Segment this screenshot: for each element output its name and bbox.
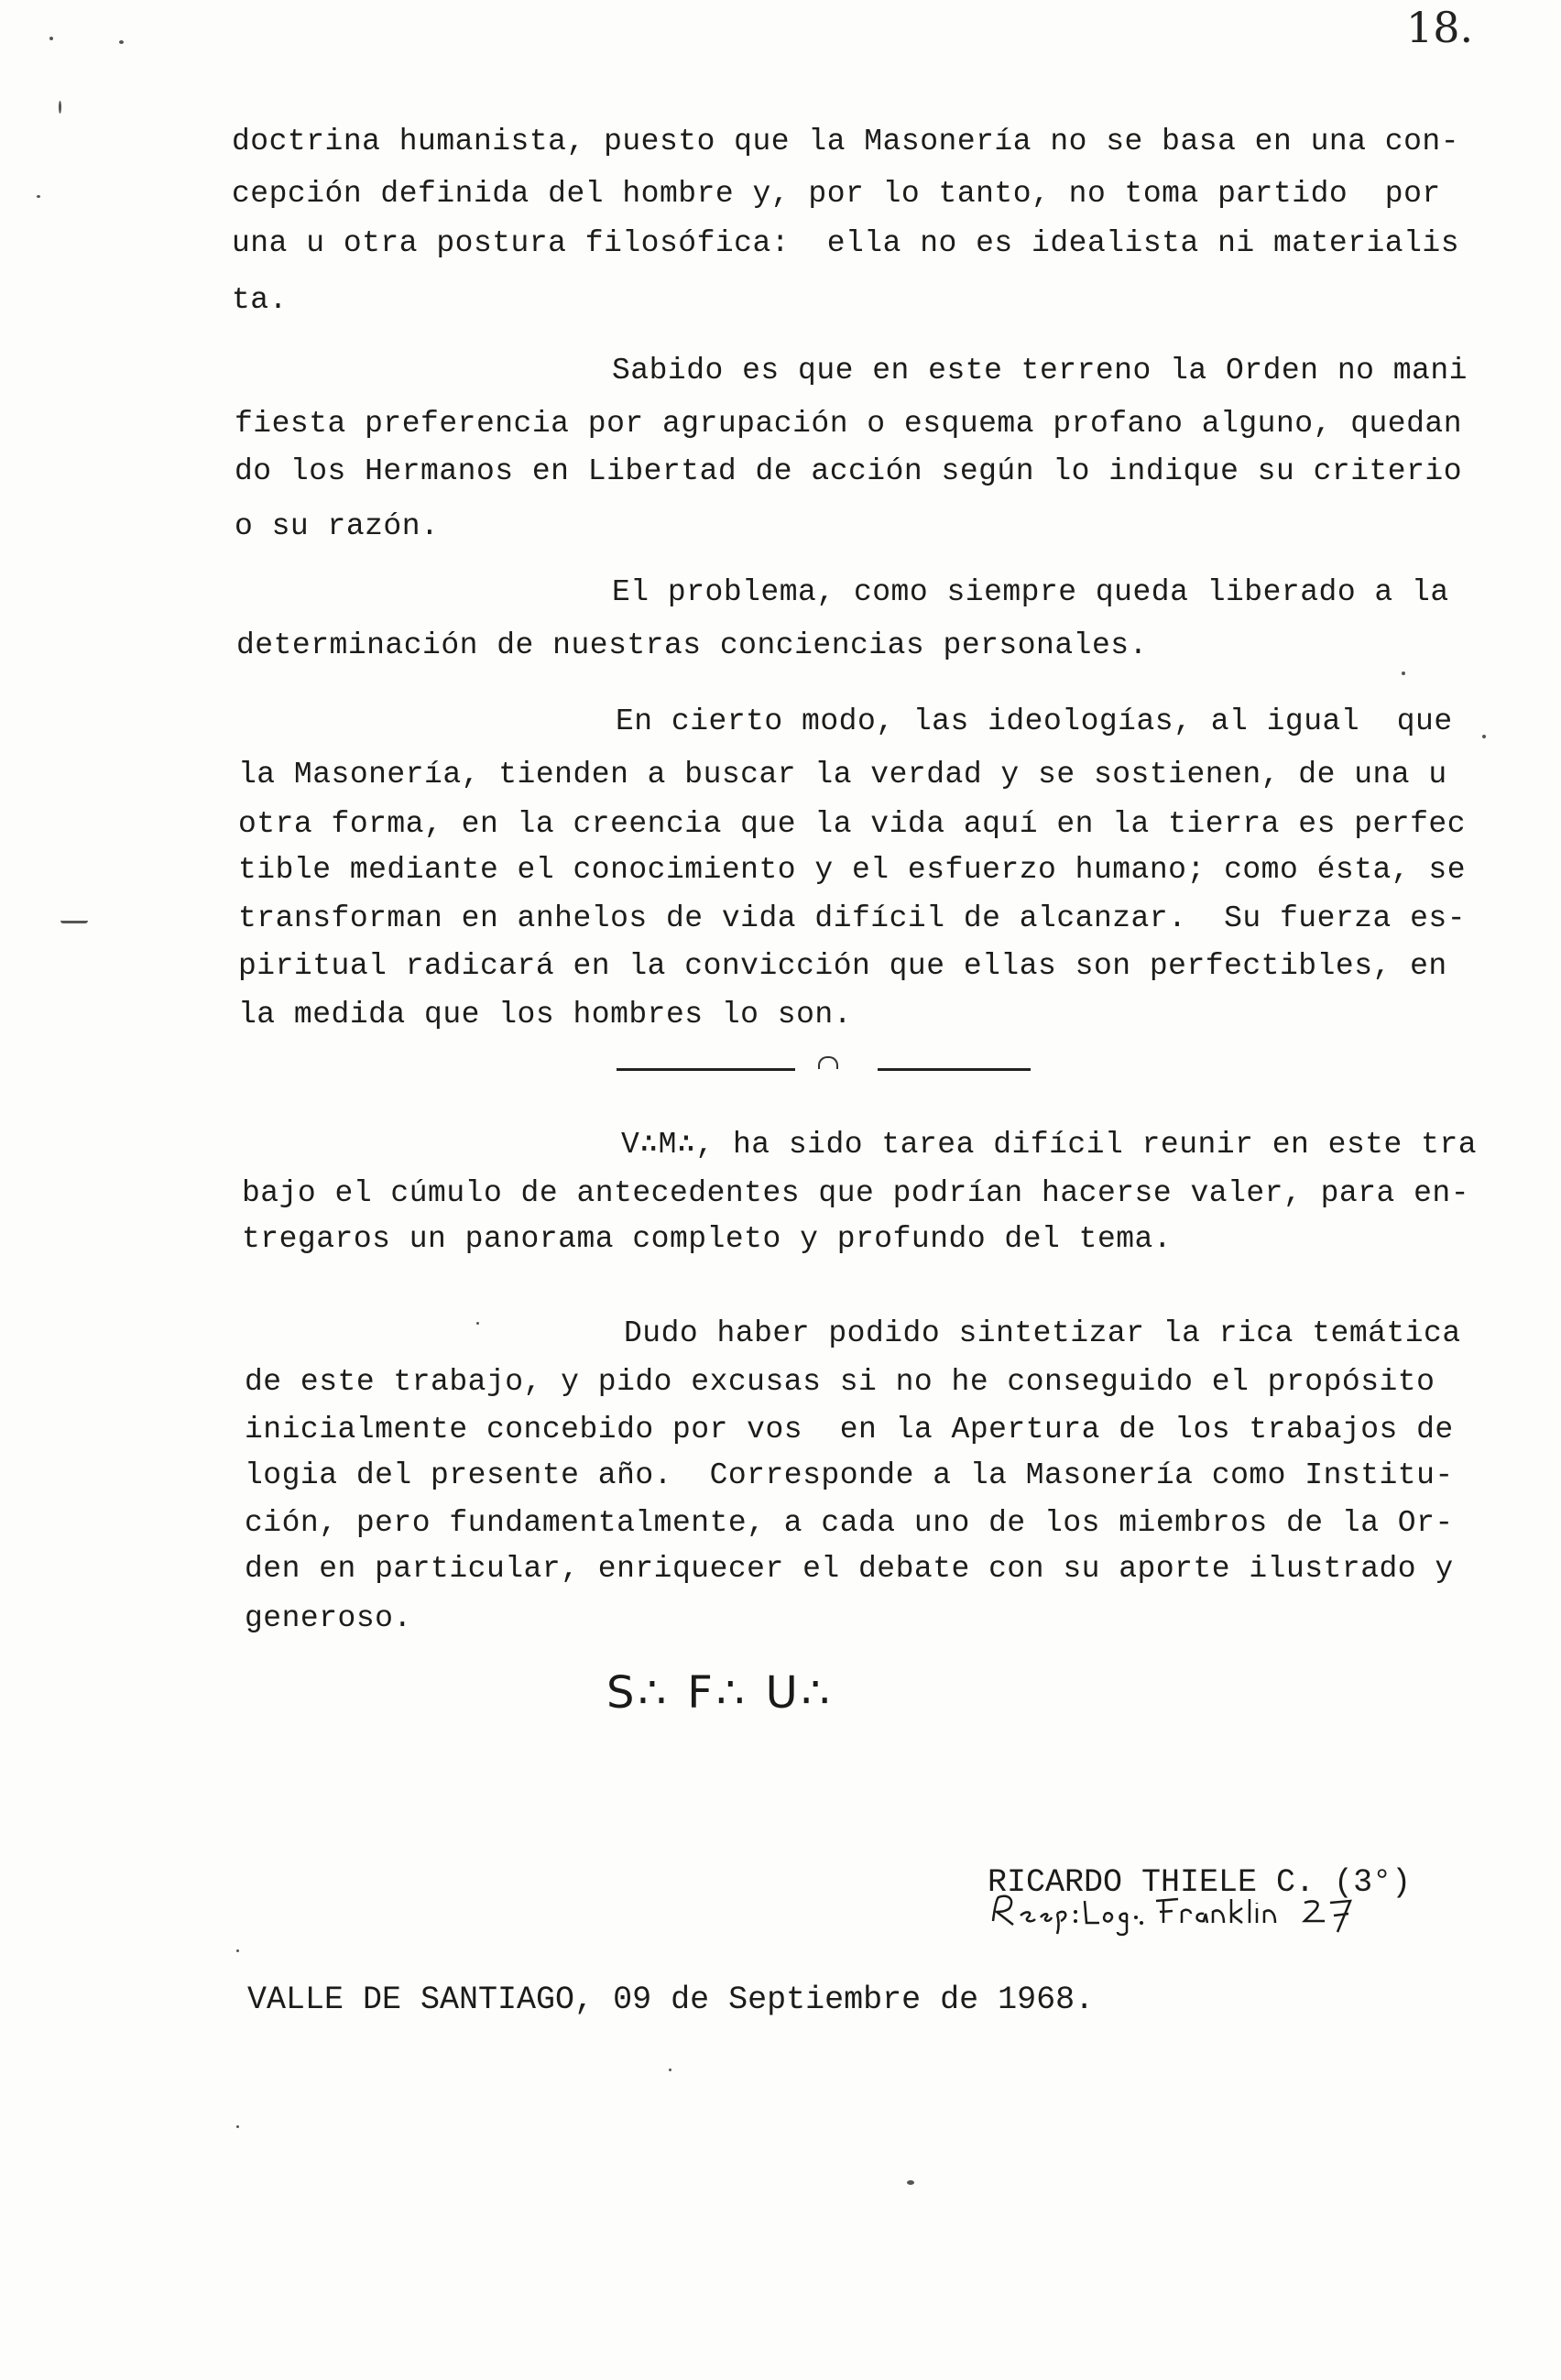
paragraph-line: inicialmente concebido por vos en la Apertura de los trabajos de xyxy=(245,1413,1454,1447)
paragraph-line: doctrina humanista, puesto que la Masonería no se basa en una con- xyxy=(232,125,1460,158)
paragraph-line: Sabido es que en este terreno la Orden no mani xyxy=(612,354,1468,388)
paragraph-line: El problema, como siempre queda liberado a la xyxy=(612,575,1449,609)
divider-ornament xyxy=(818,1056,838,1069)
paragraph-line: cepción definida del hombre y, por lo tanto, no toma partido por xyxy=(232,177,1441,211)
scan-speck xyxy=(60,921,88,923)
section-divider-left xyxy=(617,1068,795,1071)
paragraph-line: ción, pero fundamentalmente, a cada uno de los miembros de la Or- xyxy=(245,1506,1454,1540)
scan-speck xyxy=(1482,735,1486,738)
paragraph-line: logia del presente año. Corresponde a la Masonería como Institu- xyxy=(245,1458,1454,1492)
salutation: S∴ F∴ U∴ xyxy=(606,1667,834,1719)
paragraph-line: determinación de nuestras conciencias personales. xyxy=(236,628,1148,662)
paragraph-line: V∴M∴, ha sido tarea difícil reunir en este tra xyxy=(621,1128,1478,1162)
paragraph-line: piritual radicará en la convicción que ellas son perfectibles, en xyxy=(238,949,1447,983)
paragraph-line: den en particular, enriquecer el debate con su aporte ilustrado y xyxy=(245,1552,1454,1586)
scan-speck xyxy=(37,195,40,198)
scan-speck xyxy=(236,1949,239,1952)
paragraph-line: o su razón. xyxy=(235,509,440,543)
page-number: 18. xyxy=(1406,3,1474,52)
author-name: RICARDO THIELE C. (3°) xyxy=(988,1864,1412,1901)
paragraph-line: la medida que los hombres lo son. xyxy=(238,998,853,1032)
paragraph-line: bajo el cúmulo de antecedentes que podrían hacerse valer, para en- xyxy=(242,1176,1470,1210)
place-and-date: VALLE DE SANTIAGO, 09 de Septiembre de 1968. xyxy=(247,1982,1095,2018)
scan-speck xyxy=(119,40,124,44)
scan-speck xyxy=(59,101,61,114)
paragraph-line: una u otra postura filosófica: ella no es idealista ni materialis xyxy=(232,226,1460,260)
scan-speck xyxy=(669,2069,671,2071)
paragraph-line: ta. xyxy=(232,283,288,317)
paragraph-line: do los Hermanos en Libertad de acción según lo indique su criterio xyxy=(235,454,1463,488)
paragraph-line: tible mediante el conocimiento y el esfuerzo humano; como ésta, se xyxy=(238,853,1467,887)
scan-speck xyxy=(49,37,53,40)
paragraph-line: otra forma, en la creencia que la vida aquí en la tierra es perfec xyxy=(238,807,1467,841)
scan-speck xyxy=(236,2125,239,2128)
section-divider-right xyxy=(878,1068,1031,1071)
paragraph-line: tregaros un panorama completo y profundo del tema. xyxy=(242,1222,1173,1256)
scan-speck xyxy=(476,1322,479,1325)
paragraph-line: transforman en anhelos de vida difícil de alcanzar. Su fuerza es- xyxy=(238,901,1467,935)
paragraph-line: generoso. xyxy=(245,1601,412,1635)
scan-speck xyxy=(1402,671,1405,675)
paragraph-line: de este trabajo, y pido excusas si no he conseguido el propósito xyxy=(245,1365,1435,1399)
paragraph-line: Dudo haber podido sintetizar la rica temática xyxy=(624,1316,1461,1350)
scan-speck xyxy=(907,2180,914,2185)
paragraph-line: la Masonería, tienden a buscar la verdad y se sostienen, de una u xyxy=(238,758,1447,792)
paragraph-line: En cierto modo, las ideologías, al igual que xyxy=(616,704,1453,738)
handwritten-lodge-note xyxy=(989,1881,1374,1936)
paragraph-line: fiesta preferencia por agrupación o esquema profano alguno, quedan xyxy=(235,407,1463,441)
